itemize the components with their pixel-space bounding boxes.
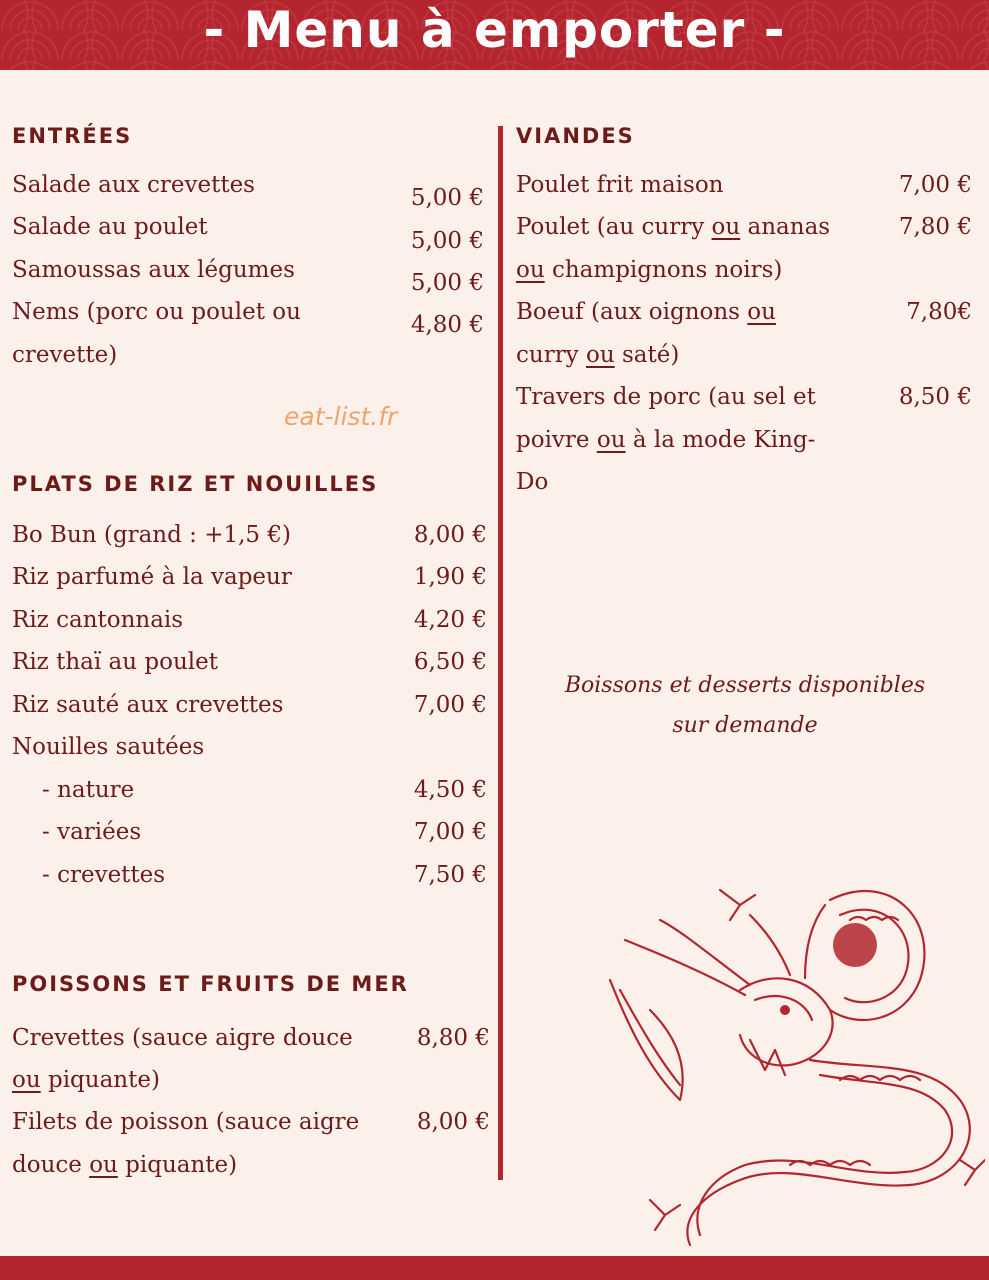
item-name: Filets de poisson (sauce aigre bbox=[12, 1109, 360, 1135]
item-name: Bo Bun (grand : +1,5 €) bbox=[12, 522, 291, 548]
item-name-cont: poivre ou à la mode King- bbox=[516, 427, 816, 453]
item-name: Poulet (au curry ou ananas bbox=[516, 214, 831, 240]
item-price: 1,90 € bbox=[413, 564, 487, 590]
item-name: Nems (porc ou poulet ou bbox=[12, 299, 301, 325]
item-name: - crevettes bbox=[42, 862, 166, 888]
column-divider bbox=[498, 126, 503, 1180]
watermark-text: eat-list.fr bbox=[284, 402, 398, 431]
footer-bar bbox=[0, 1256, 989, 1280]
item-price: 8,00 € bbox=[416, 1109, 490, 1135]
item-name: Riz cantonnais bbox=[12, 607, 184, 633]
item-name: Salade aux crevettes bbox=[12, 172, 255, 198]
item-price: 4,50 € bbox=[413, 777, 487, 803]
item-name-cont: crevette) bbox=[12, 342, 118, 368]
item-name: Salade au poulet bbox=[12, 214, 208, 240]
section-title-riz: PLATS DE RIZ ET NOUILLES bbox=[12, 472, 379, 496]
item-price: 7,00 € bbox=[898, 172, 972, 198]
section-title-viandes: VIANDES bbox=[516, 124, 635, 148]
item-name-cont: douce ou piquante) bbox=[12, 1152, 238, 1178]
section-title-entrees: ENTRÉES bbox=[12, 124, 133, 148]
item-price: 7,50 € bbox=[413, 862, 487, 888]
ou-underlined: ou bbox=[89, 1152, 118, 1178]
note-line: Boissons et desserts disponibles bbox=[564, 673, 926, 698]
ou-underlined: ou bbox=[711, 214, 741, 240]
dragon-illustration bbox=[590, 860, 985, 1255]
item-name-cont: Do bbox=[516, 469, 549, 495]
item-price: 8,80 € bbox=[416, 1025, 490, 1051]
item-price: 7,80 € bbox=[898, 214, 972, 240]
item-name-cont: ou champignons noirs) bbox=[516, 257, 783, 283]
page-title: - Menu à emporter - bbox=[203, 1, 786, 59]
ou-underlined: ou bbox=[516, 257, 545, 283]
ou-underlined: ou bbox=[586, 342, 615, 368]
header-banner bbox=[0, 0, 989, 70]
ou-underlined: ou bbox=[12, 1067, 41, 1093]
item-name-cont: curry ou saté) bbox=[516, 342, 680, 368]
item-name-cont: ou piquante) bbox=[12, 1067, 160, 1093]
section-title-poissons: POISSONS ET FRUITS DE MER bbox=[12, 972, 409, 996]
item-price: 4,20 € bbox=[413, 607, 487, 633]
item-price: 5,00 € bbox=[410, 185, 484, 211]
item-name: Riz parfumé à la vapeur bbox=[12, 564, 292, 590]
item-name: Riz thaï au poulet bbox=[12, 649, 218, 675]
item-price: 6,50 € bbox=[413, 649, 487, 675]
item-name: Travers de porc (au sel et bbox=[516, 384, 816, 410]
item-name: Riz sauté aux crevettes bbox=[12, 692, 284, 718]
item-name: Samoussas aux légumes bbox=[12, 257, 295, 283]
item-price: 7,80€ bbox=[906, 299, 972, 325]
item-price: 8,50 € bbox=[898, 384, 972, 410]
item-name: - variées bbox=[42, 819, 142, 845]
item-price: 5,00 € bbox=[410, 228, 484, 254]
item-price: 7,00 € bbox=[413, 692, 487, 718]
item-price: 4,80 € bbox=[410, 312, 484, 338]
item-name: Boeuf (aux oignons ou bbox=[516, 299, 776, 325]
item-price: 5,00 € bbox=[410, 270, 484, 296]
item-price: 8,00 € bbox=[413, 522, 487, 548]
ou-underlined: ou bbox=[747, 299, 776, 325]
item-name: - nature bbox=[42, 777, 135, 803]
item-name: Poulet frit maison bbox=[516, 172, 724, 198]
item-price: 7,00 € bbox=[413, 819, 487, 845]
ou-underlined: ou bbox=[596, 427, 626, 453]
item-name: Nouilles sautées bbox=[12, 734, 205, 760]
item-name: Crevettes (sauce aigre douce bbox=[12, 1025, 353, 1051]
note-line: sur demande bbox=[672, 713, 818, 738]
